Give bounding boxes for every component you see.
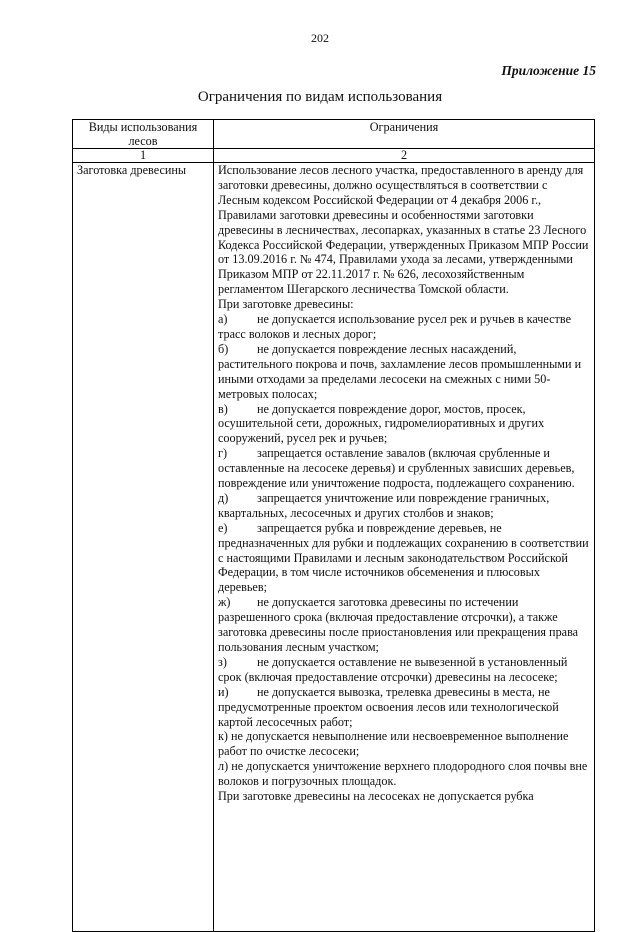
item-text: не допускается повреждение лесных насаждений, растительного покрова и почв, захламление лесов промышленными и иными отходами за пределами лесосеки на смежных с ними 50-метровых полосах; bbox=[218, 341, 582, 401]
item-text: не допускается вывозка, трелевка древесины в места, не предусмотренные проектом освоения лесов или технологической картой лесосечных работ; bbox=[218, 684, 559, 729]
item-text: не допускается использование русел рек и ручьев в качестве трасс волоков и лесных дорог; bbox=[218, 312, 571, 341]
item-label: з) bbox=[218, 654, 227, 669]
list-item bbox=[218, 402, 590, 447]
item-label: б) bbox=[218, 341, 229, 356]
list-item bbox=[218, 595, 590, 655]
lead-paragraph: При заготовке древесины: bbox=[218, 297, 354, 312]
list-item bbox=[218, 685, 590, 730]
restrictions-cell bbox=[214, 163, 595, 932]
item-label: е) bbox=[218, 520, 228, 535]
item-label: л) bbox=[218, 759, 229, 774]
page-number: 202 bbox=[311, 31, 329, 45]
column-number-row bbox=[73, 149, 595, 163]
list-item bbox=[218, 342, 590, 402]
list-item bbox=[218, 312, 590, 342]
item-text: не допускается невыполнение или несвоевременное выполнение работ по очистке лесосеки; bbox=[218, 729, 569, 759]
item-label: г) bbox=[218, 446, 228, 461]
column-number-1: 1 bbox=[73, 149, 214, 163]
list-item bbox=[218, 521, 590, 596]
item-text: не допускается оставление не вывезенной в установленный срок (включая предоставление отсрочки) древесины на лесосеке; bbox=[218, 654, 568, 684]
item-text: запрещается рубка и повреждение деревьев, не предназначенных для рубки и подлежащих сохранению в соответствии с настоящими Правилами и лесным законодательством Российской Федерации, в том числе источников обсеменения и плюсовых деревьев; bbox=[218, 520, 589, 595]
item-label: и) bbox=[218, 684, 229, 699]
item-label: д) bbox=[218, 490, 229, 505]
header-row bbox=[73, 120, 595, 149]
item-text: не допускается повреждение дорог, мостов, просек, осушительной сети, дорожных, гидромелиоративных и других сооружений, русел рек и ручьев; bbox=[218, 401, 545, 446]
restrictions-table bbox=[72, 119, 595, 932]
item-text: не допускается заготовка древесины по истечении разрешенного срока (включая предоставление отсрочки), а также заготовка древесины после приостановления или прекращения права пользования лесным участком; bbox=[218, 595, 579, 654]
list-item bbox=[218, 759, 590, 789]
header-restrictions: Ограничения bbox=[214, 120, 595, 149]
column-number-2: 2 bbox=[214, 149, 595, 163]
item-label: в) bbox=[218, 401, 228, 416]
document-title: Ограничения по видам использования bbox=[197, 89, 443, 105]
item-text: запрещается оставление завалов (включая срубленные и оставленные на лесосеке деревья) и срубленных зависших деревьев, повреждение или уничтожение подроста, подлежащего сохранению. bbox=[218, 446, 575, 491]
appendix-label: Приложение 15 bbox=[501, 63, 596, 78]
list-item bbox=[218, 491, 590, 521]
use-type-cell: Заготовка древесины bbox=[73, 163, 214, 932]
item-label: а) bbox=[218, 312, 228, 327]
item-label: к) bbox=[218, 729, 228, 744]
list-item bbox=[218, 655, 590, 685]
item-label: ж) bbox=[218, 595, 231, 610]
item-text: запрещается уничтожение или повреждение граничных, квартальных, лесосечных и других столбов и знаков; bbox=[218, 490, 550, 520]
list-item bbox=[218, 729, 590, 759]
intro-paragraph: Использование лесов лесного участка, предоставленного в аренду для заготовки древесины, должно осуществляться в соответствии с Лесным кодексом Российской Федерации от 4 декабря 2006 г., Правилами заготовки древесины и особенностями заготовки древесины в лесничествах, лесопарках, указанных в статье 23 Лесного Кодекса Российской Федерации, утвержденных Приказом МПР России от 13.09.2016 г. № 474, Правилами ухода за лесами, утвержденными Приказом МПР от 22.11.2017 г. № 626, лесохозяйственным регламентом Шегарского лесничества Томской области. bbox=[218, 163, 589, 297]
table-row bbox=[73, 163, 595, 932]
list-item bbox=[218, 446, 590, 491]
outro-paragraph: При заготовке древесины на лесосеках не допускается рубка bbox=[218, 789, 534, 804]
header-use-types: Виды использования лесов bbox=[73, 120, 214, 149]
item-text: не допускается уничтожение верхнего плодородного слоя почвы вне волоков и погрузочных площадок. bbox=[218, 759, 588, 789]
